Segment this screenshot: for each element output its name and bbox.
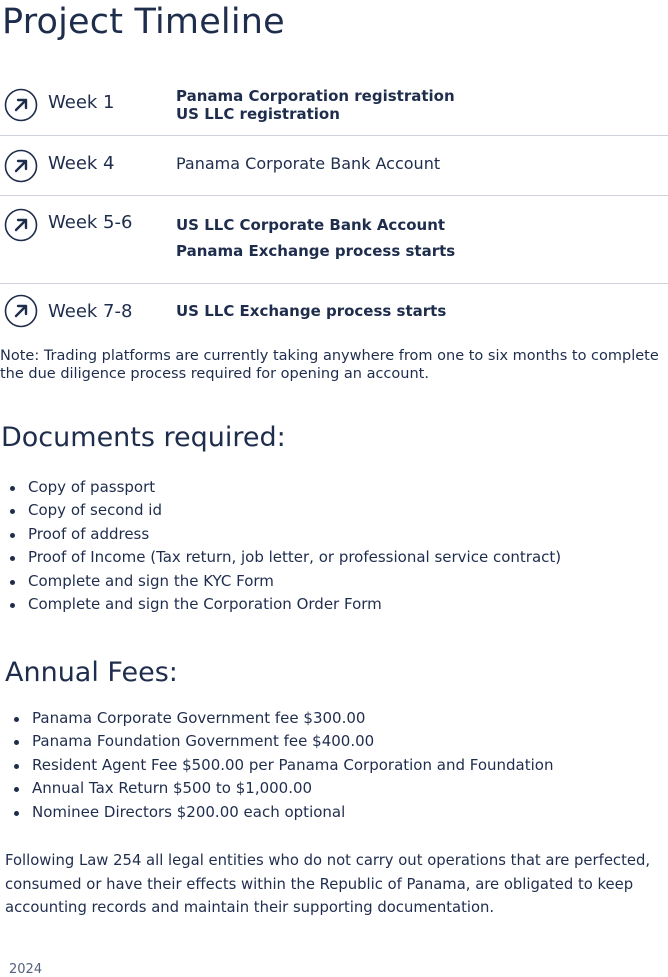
arrow-up-right-circle-icon[interactable] <box>4 88 38 122</box>
week-label: Week 7-8 <box>48 301 133 322</box>
week-label: Week 4 <box>48 153 115 174</box>
list-item: Complete and sign the Corporation Order Form <box>28 593 561 616</box>
timeline-row-week-1 <box>0 76 668 136</box>
list-item: Resident Agent Fee $500.00 per Panama Corporation and Foundation <box>32 754 553 777</box>
task-text: US LLC Exchange process starts <box>176 302 447 320</box>
arrow-up-right-circle-icon[interactable] <box>4 208 38 242</box>
list-item: Nominee Directors $200.00 each optional <box>32 801 553 824</box>
annual-fees-heading: Annual Fees: <box>5 657 178 688</box>
page-title: Project Timeline <box>2 2 285 42</box>
task-text: US LLC registration <box>176 105 340 123</box>
documents-heading: Documents required: <box>1 422 286 453</box>
due-diligence-note: Note: Trading platforms are currently taking anywhere from one to six months to complete the due diligence process required for opening an account. <box>0 348 659 382</box>
law-254-paragraph: Following Law 254 all legal entities who do not carry out operations that are perfected, consumed or have their effects within the Republic of Panama, are obligated to keep accounting records and maintain their supporting documentation. <box>5 852 651 916</box>
list-item: Complete and sign the KYC Form <box>28 570 561 593</box>
arrow-up-right-circle-icon[interactable] <box>4 294 38 328</box>
documents-list <box>28 476 561 616</box>
footer-year: 2024 <box>9 962 43 977</box>
list-item: Panama Foundation Government fee $400.00 <box>32 730 553 753</box>
project-timeline <box>0 76 668 332</box>
task-text: Panama Corporate Bank Account <box>176 154 441 173</box>
list-item: Panama Corporate Government fee $300.00 <box>32 707 553 730</box>
annual-fees-list <box>32 707 553 824</box>
timeline-row-week-7-8 <box>0 284 668 332</box>
timeline-row-week-5-6 <box>0 196 668 284</box>
task-text: Panama Exchange process starts <box>176 242 456 260</box>
list-item: Copy of second id <box>28 499 561 522</box>
task-text: US LLC Corporate Bank Account <box>176 216 446 234</box>
list-item: Proof of Income (Tax return, job letter, or professional service contract) <box>28 546 561 569</box>
arrow-up-right-circle-icon[interactable] <box>4 149 38 183</box>
timeline-row-week-4 <box>0 136 668 196</box>
week-label: Week 1 <box>48 92 115 113</box>
list-item: Proof of address <box>28 523 561 546</box>
list-item: Copy of passport <box>28 476 561 499</box>
week-label: Week 5-6 <box>48 212 133 233</box>
list-item: Annual Tax Return $500 to $1,000.00 <box>32 777 553 800</box>
task-text: Panama Corporation registration <box>176 87 455 105</box>
